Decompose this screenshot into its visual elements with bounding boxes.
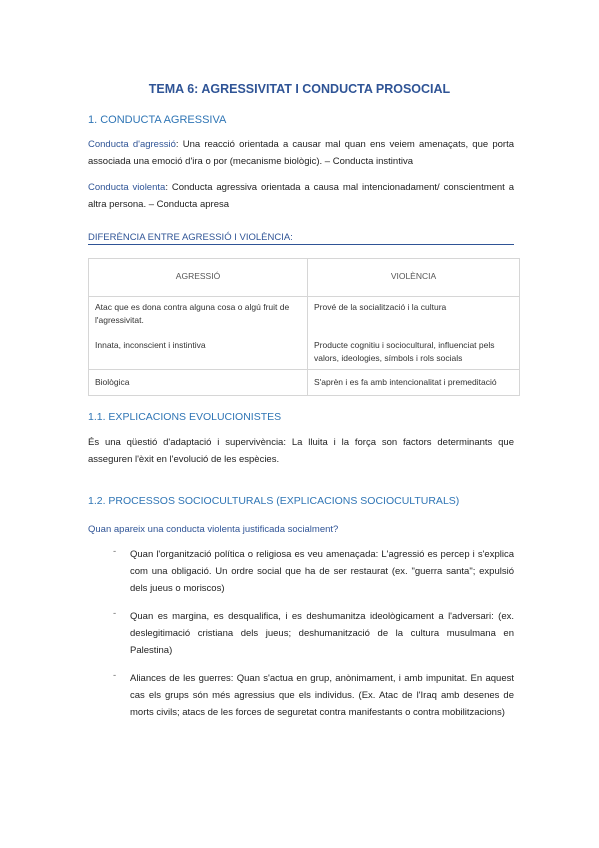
difference-heading: DIFERÈNCIA ENTRE AGRESSIÓ I VIOLÈNCIA: (88, 232, 514, 245)
question-subheading: Quan apareix una conducta violenta justificada socialment? (88, 524, 339, 535)
cell-text: Biològica (95, 377, 130, 387)
section-heading-explicacions-evolucionistes: 1.1. EXPLICACIONS EVOLUCIONISTES (88, 411, 282, 423)
table-header-row (89, 259, 520, 297)
section-heading-processos-socioculturals: 1.2. PROCESSOS SOCIOCULTURALS (EXPLICACIONS SOCIOCULTURALS) (88, 495, 460, 507)
cell-text: S'aprèn i es fa amb intencionalitat i premeditació (314, 377, 497, 387)
table-row (89, 370, 520, 396)
definition-conducta-agressio: : Una reacció orientada a causar mal quan ens veiem amenaçats, que porta associada una emoció d'ira o por (mecanisme biològic). – Conducta instintiva (88, 139, 514, 167)
section-heading-conducta-agressiva: 1. CONDUCTA AGRESSIVA (88, 114, 227, 126)
cell-text: Prové de la socialització i la cultura (314, 302, 447, 312)
table-cell (308, 297, 520, 370)
bullet-marker: - (113, 670, 117, 681)
table-cell (89, 370, 308, 396)
list-item: Aliances de les guerres: Quan s'actua en grup, anònimament, i amb impunitat. En aquest cas els grups són més agressius que els individus. (Ex. Atac de l'Iraq amb desenes de morts civils; atacs de les forces de seguretat contra manifestants o contra mobilitzacions) (130, 673, 514, 718)
term-conducta-violenta: Conducta violenta (88, 182, 166, 193)
bullet-marker: - (113, 546, 117, 557)
cell-text: Atac que es dona contra alguna cosa o algú fruit de l'agressivitat. (95, 302, 290, 325)
table-cell (89, 297, 308, 370)
bullet-marker: - (113, 608, 117, 619)
paragraph-conducta-violenta (88, 179, 514, 213)
comparison-table (88, 258, 520, 396)
table-row (89, 297, 520, 370)
definition-conducta-violenta: : Conducta agressiva orientada a causa mal intencionadament/ conscientment a altra persona. – Conducta apresa (88, 182, 514, 210)
table-header-agressio: AGRESSIÓ (89, 259, 308, 297)
list-item: Quan l'organització política o religiosa es veu amenaçada: L'agressió es percep i s'explica com una obligació. Un ordre social que ha de ser restaurat (ex. "guerra santa"; expulsió dels jueus o moriscos) (130, 549, 514, 594)
cell-text: Producte cognitiu i sociocultural, influenciat pels valors, ideologies, símbols i rols socials (314, 340, 495, 363)
document-title: TEMA 6: AGRESSIVITAT I CONDUCTA PROSOCIAL (148, 82, 451, 96)
paragraph-evolucionistes: És una qüestió d'adaptació i supervivència: La lluita i la força son factors determinants que asseguren l'èxit en l'evolució de les espècies. (88, 437, 514, 465)
term-conducta-agressio: Conducta d'agressió (88, 139, 176, 150)
table-header-violencia: VIOLÈNCIA (308, 259, 520, 297)
table-cell (308, 370, 520, 396)
cell-text: Innata, inconscient i instintiva (95, 340, 206, 350)
list-item: Quan es margina, es desqualifica, i es deshumanitza ideològicament a l'adversari: (ex. deslegitimació cristiana dels jueus; deshumanització de la cultura musulmana en Palestina) (130, 611, 514, 656)
paragraph-conducta-agressio (88, 136, 514, 170)
